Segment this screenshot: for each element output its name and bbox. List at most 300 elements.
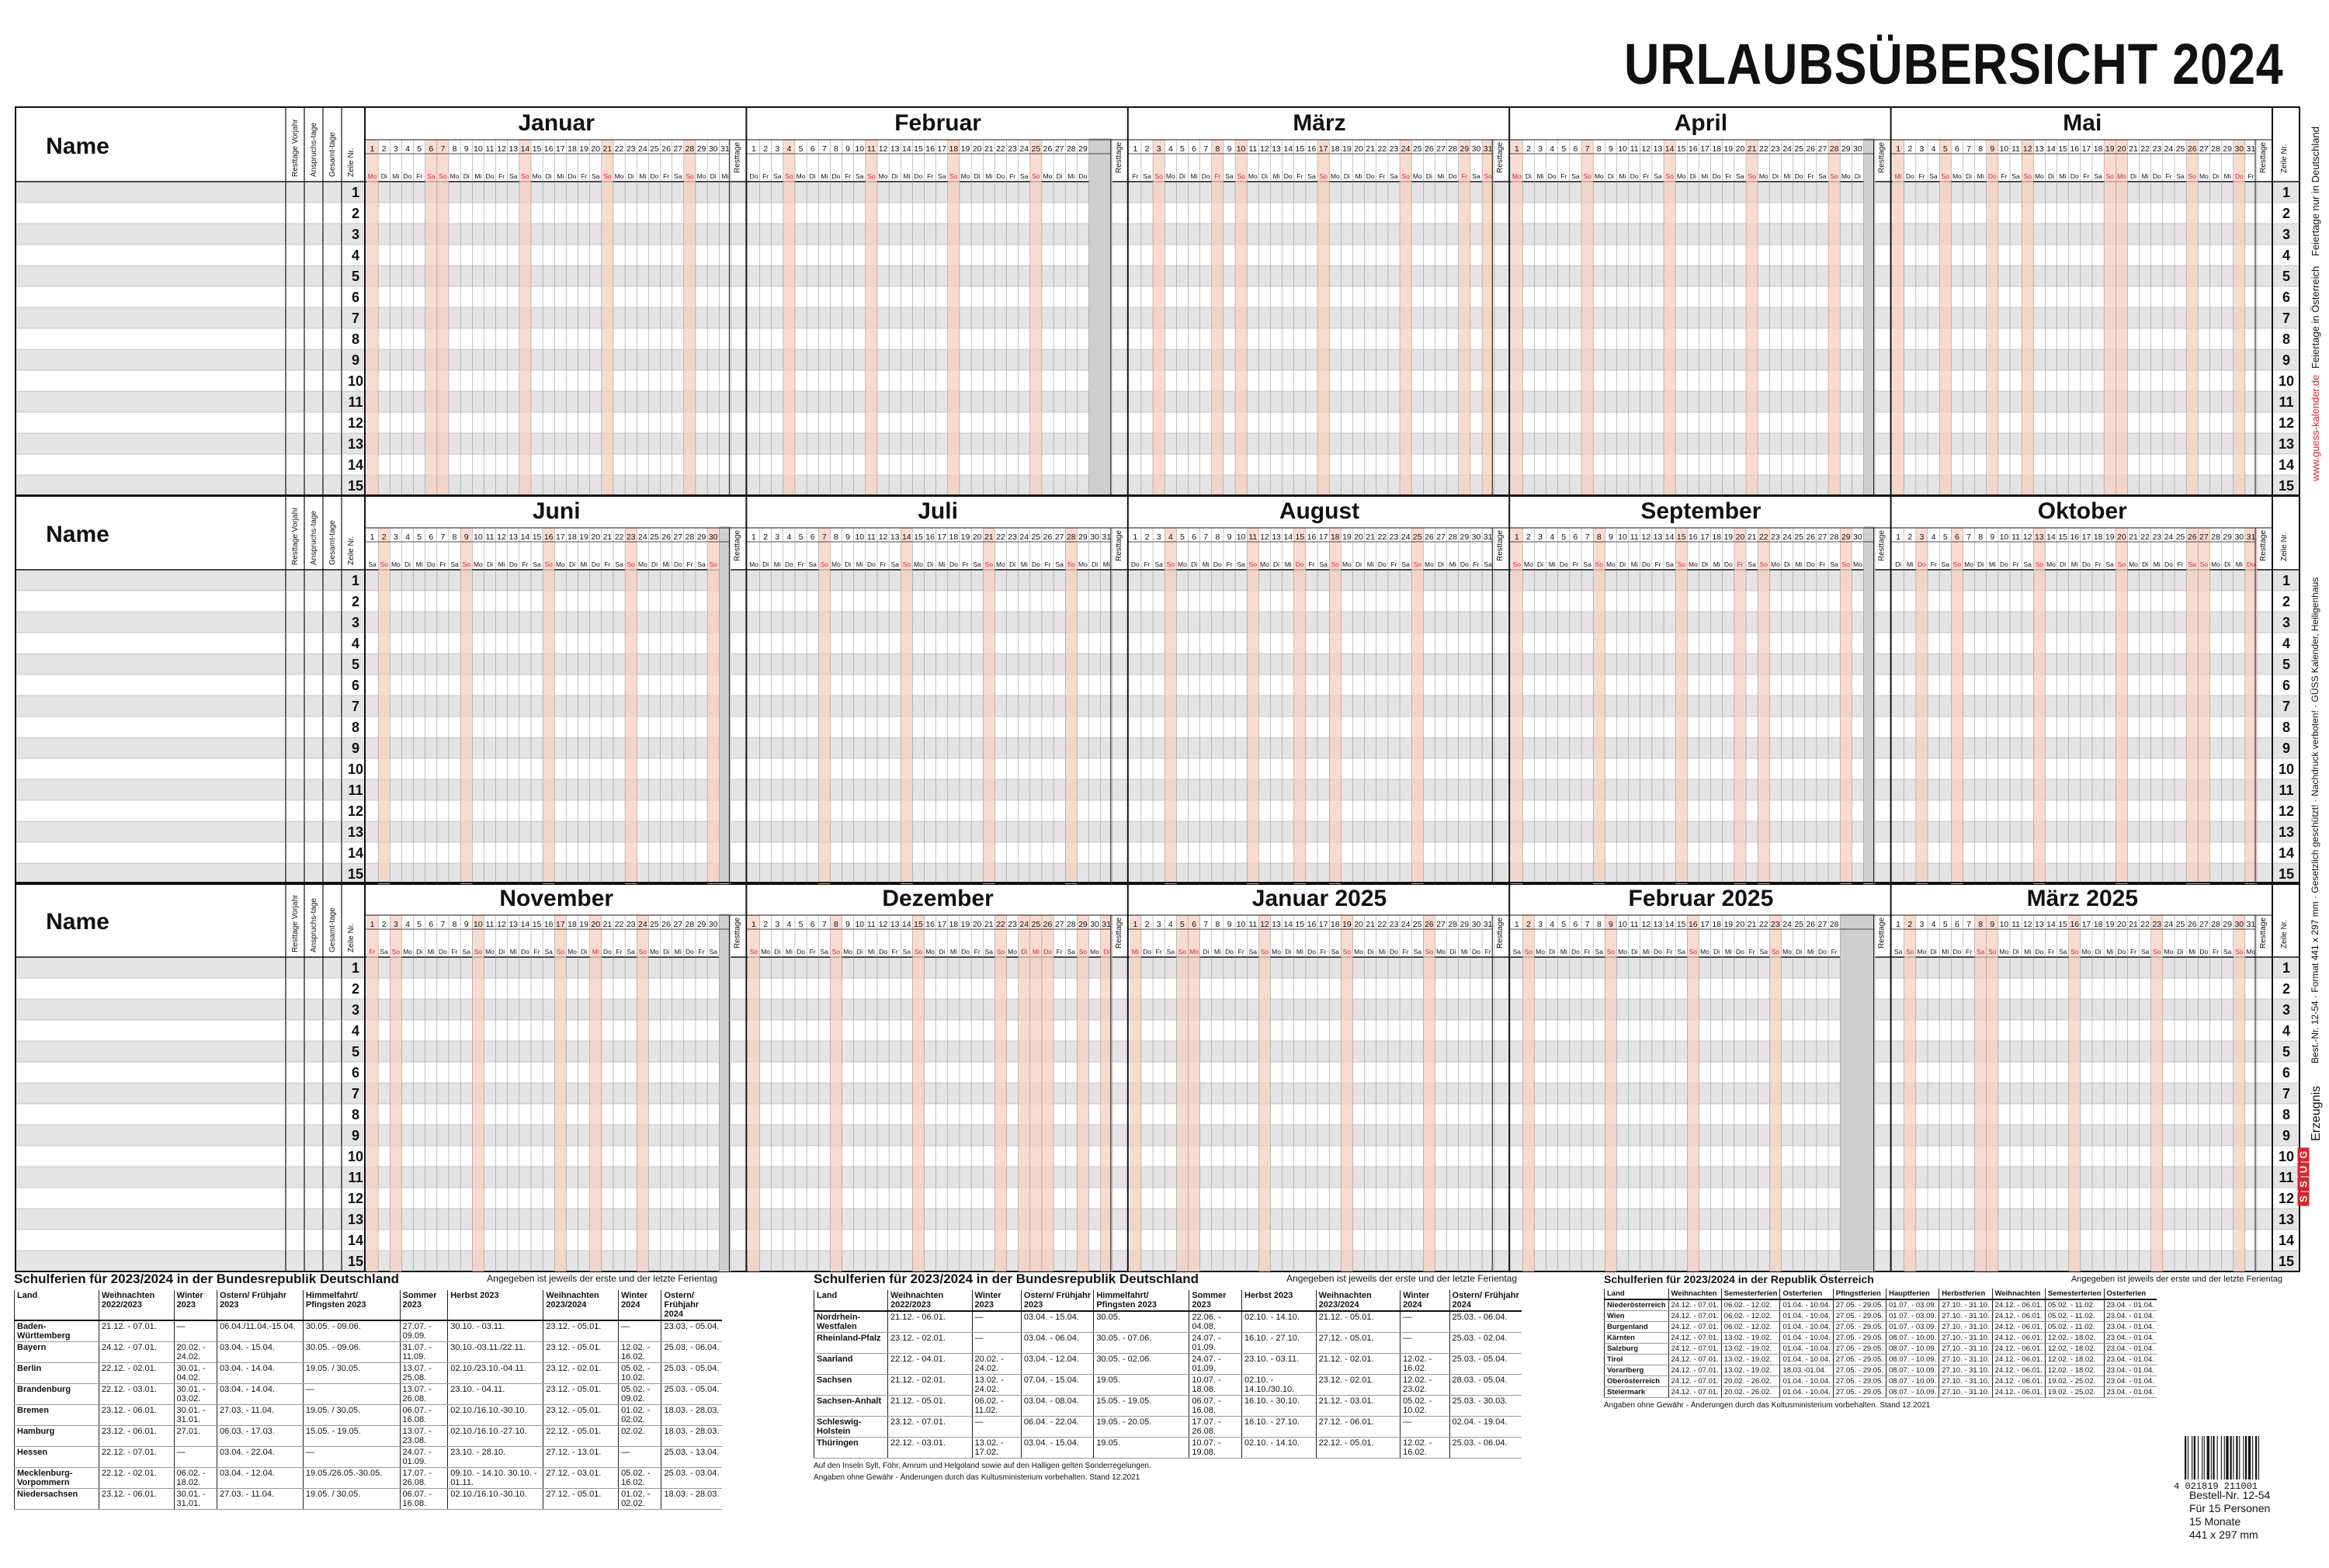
day-number: 12 [1260, 532, 1269, 542]
month-name: September [1640, 498, 1762, 524]
weekday-label: Do [1654, 948, 1662, 956]
day-number: 24 [637, 920, 647, 929]
holiday-dates: 21.12. - 02.01. [1316, 1354, 1401, 1375]
weekday-label: Mo [473, 560, 483, 568]
day-number: 18 [2093, 532, 2103, 542]
column-header: Herbst 2023 [448, 1290, 543, 1320]
day-number: 1 [1514, 920, 1519, 929]
weekday-label: Di [2129, 172, 2137, 180]
weekday-label: Di [1367, 948, 1374, 956]
day-number: 5 [417, 144, 422, 154]
weekday-label: Mi [949, 948, 957, 956]
day-number: 8 [452, 144, 457, 154]
month-name: Februar 2025 [1628, 886, 1774, 911]
month-name: Juli [918, 498, 958, 524]
row-number-right: 5 [2282, 269, 2291, 284]
weekday-label: Mo [2164, 948, 2174, 956]
holidays-table [814, 1290, 1522, 1459]
weekday-label: Sa [1484, 560, 1492, 568]
band-3 [16, 883, 2299, 1271]
weekday-label: Mo [1165, 172, 1175, 180]
day-number: 1 [1133, 532, 1138, 542]
day-number: 8 [1215, 144, 1220, 154]
day-number: 9 [1227, 532, 1232, 542]
holiday-dates: 25.03. - 02.04. [1449, 1333, 1522, 1354]
day-number: 30 [1471, 144, 1481, 154]
weekday-label: Fr [2095, 560, 2102, 568]
holiday-dates: 18.03. - 28.03. [661, 1489, 722, 1510]
weekday-label: Di [545, 172, 552, 180]
holiday-dates: 01.07. - 03.09. [1886, 1322, 1939, 1333]
holiday-dates: — [619, 1320, 661, 1342]
day-number: 7 [1584, 144, 1590, 154]
row-number-right: 6 [2282, 290, 2291, 305]
weekday-label: Mi [1067, 172, 1075, 180]
column-header: Himmelfahrt/ Pfingsten 2023 [303, 1290, 400, 1320]
weekday-label: Di [774, 948, 781, 956]
weekday-label: Fr [891, 948, 898, 956]
day-number: 7 [1966, 920, 1971, 929]
weekday-label: Fr [1044, 560, 1051, 568]
weekday-label: Fr [1966, 948, 1973, 956]
weekday-label: Di [2095, 948, 2102, 956]
day-number: 31 [1483, 920, 1493, 929]
weekday-label: Sa [1390, 172, 1398, 180]
holiday-dates: 01.04. - 10.04. [1780, 1376, 1833, 1387]
weekday-label: So [391, 948, 401, 956]
day-number: 27 [2199, 144, 2209, 154]
day-number: 2 [1144, 144, 1150, 154]
resttage-label: Resttage [2259, 917, 2268, 949]
weekday-label: Sa [773, 172, 782, 180]
weekday-label: Di [1772, 172, 1779, 180]
sunday-column [1828, 140, 1840, 496]
day-number: 4 [405, 920, 410, 929]
weekday-label: Fr [581, 172, 588, 180]
state-name: Schleswig-Holstein [814, 1417, 888, 1438]
holiday-dates: — [1401, 1417, 1449, 1438]
weekday-label: Di [1203, 948, 1210, 956]
unused-days [1840, 914, 1875, 1271]
weekday-label: Sa [902, 948, 911, 956]
day-number: 12 [2022, 144, 2032, 154]
day-number: 31 [1483, 532, 1493, 542]
holiday-dates: 27.05. - 29.05. [1833, 1355, 1886, 1365]
day-number: 29 [2223, 532, 2232, 542]
sunday-column [948, 140, 960, 496]
day-number: 18 [2093, 144, 2103, 154]
weekday-label: Mi [1020, 560, 1028, 568]
state-name: Rheinland-Pfalz [814, 1333, 888, 1354]
holiday-dates: 13.02. - 19.02. [1721, 1365, 1780, 1376]
day-number: 8 [834, 144, 838, 154]
weekday-label: So [1166, 560, 1175, 568]
holiday-dates: 24.07. - 01.09. [400, 1447, 448, 1468]
weekday-label: So [2023, 172, 2032, 180]
weekday-label: Do [1712, 172, 1721, 180]
holiday-dates: 01.07. - 03.09. [1886, 1299, 1939, 1311]
table-title: Schulferien für 2023/2024 in der Bundesrepublik Deutschland [14, 1271, 399, 1286]
holiday-dates: 03.04. - 15.04. [1021, 1311, 1093, 1333]
day-number: 8 [1978, 144, 1984, 154]
weekday-label: Sa [938, 172, 946, 180]
day-number: 1 [370, 532, 375, 542]
weekday-label: Di [1425, 172, 1432, 180]
day-number: 26 [1806, 532, 1816, 542]
day-number: 28 [1829, 144, 1839, 154]
holiday-dates: 27.12. - 05.01. [1316, 1333, 1401, 1354]
day-number: 17 [937, 920, 947, 929]
day-number: 12 [878, 920, 888, 929]
weekday-label: So [1748, 172, 1756, 180]
day-number: 10 [1236, 144, 1246, 154]
weekday-label: Do [2070, 172, 2079, 180]
column-header: Weihnachten [1668, 1289, 1721, 1299]
day-number: 7 [440, 144, 446, 154]
table-row [15, 1363, 723, 1384]
sunday-column [901, 528, 912, 884]
day-number: 2 [763, 920, 769, 929]
day-number: 25 [1794, 532, 1804, 542]
holiday-dates: 27.05. - 29.05. [1833, 1333, 1886, 1344]
sunday-column [1746, 140, 1758, 496]
sunday-column [472, 915, 484, 1271]
day-number: 7 [440, 920, 446, 929]
holiday-dates: 23.10. - 04.11. [448, 1384, 543, 1405]
state-name: Berlin [15, 1363, 99, 1384]
table-row [1605, 1311, 2157, 1322]
day-number: 14 [1664, 920, 1675, 929]
column-header: Winter 2023 [972, 1290, 1021, 1311]
sunday-column [1758, 528, 1769, 884]
day-number: 14 [901, 920, 911, 929]
weekday-label: Fr [2212, 948, 2220, 956]
weekday-label: Do [2199, 948, 2209, 956]
day-number: 15 [1676, 920, 1686, 929]
weekday-label: Sa [709, 948, 717, 956]
holiday-dates: 13.07. - 23.08. [400, 1426, 448, 1447]
barcode-bar [2194, 1436, 2195, 1480]
weekday-label: Mi [1942, 948, 1949, 956]
row-number-right: 5 [2282, 1044, 2291, 1060]
weekday-label: Di [1178, 172, 1185, 180]
state-name: Burgenland [1605, 1322, 1669, 1333]
sunday-column [554, 915, 566, 1271]
weekday-label: Mo [1594, 172, 1604, 180]
holiday-dates: 06.04./11.04.-15.04. [217, 1320, 303, 1342]
day-number: 28 [685, 532, 695, 542]
weekday-label: So [867, 172, 876, 180]
weekday-label: So [462, 560, 470, 568]
sunday-column [1258, 915, 1270, 1271]
barcode-bar [2239, 1436, 2240, 1480]
weekday-label: Mo [1008, 948, 1017, 956]
weekday-label: Fr [1473, 560, 1480, 568]
weekday-label: Mi [1460, 948, 1468, 956]
holiday-dates: 10.07. - 19.08. [1189, 1438, 1242, 1459]
weekday-label: Sa [674, 172, 682, 180]
weekday-label: Mi [1894, 172, 1902, 180]
weekday-label: Di [1607, 172, 1614, 180]
day-number: 5 [1180, 532, 1185, 542]
weekday-label: Mi [2153, 560, 2161, 568]
day-number: 17 [937, 144, 947, 154]
table-header-row [814, 1290, 1522, 1311]
weekday-label: Fr [369, 948, 376, 956]
holiday-dates: 19.05. / 30.05. [303, 1363, 400, 1384]
weekday-label: Fr [2048, 948, 2055, 956]
row-number-right: 13 [2278, 436, 2295, 452]
weekday-label: Fr [1572, 560, 1579, 568]
weekday-label: So [1606, 948, 1616, 956]
weekday-label: Sa [1759, 948, 1768, 956]
holiday-dates: 24.12. - 06.01. [1992, 1299, 2045, 1311]
day-number: 16 [1307, 532, 1317, 542]
weekday-label: Di [1713, 948, 1720, 956]
weekday-label: Sa [1818, 172, 1827, 180]
holiday-dates: 24.12. - 06.01. [1992, 1344, 2045, 1355]
day-number: 13 [508, 144, 519, 154]
row-number: 14 [347, 845, 364, 861]
day-number: 13 [1272, 532, 1281, 542]
row-number-right: 10 [2278, 761, 2295, 777]
weekday-label: Mo [1964, 560, 1973, 568]
sunday-column [1734, 528, 1746, 884]
day-number: 27 [1054, 144, 1064, 154]
day-number: 13 [890, 532, 900, 542]
holiday-dates: 02.10./16.10.-30.10. [448, 1405, 543, 1426]
weekday-label: Mi [1536, 172, 1544, 180]
sunday-column [602, 140, 613, 496]
weekday-label: Mo [650, 948, 659, 956]
day-number: 26 [1425, 532, 1434, 542]
holiday-dates: 23.10. - 28.10. [448, 1447, 543, 1468]
day-number: 7 [1203, 532, 1209, 542]
weekday-label: Mi [509, 948, 517, 956]
weekday-label: Do [1213, 560, 1222, 568]
weekday-label: Fr [1226, 560, 1233, 568]
weekday-label: So [914, 948, 923, 956]
weekday-label: Mi [821, 172, 828, 180]
day-number: 21 [984, 532, 994, 542]
table-note: Angegeben ist jeweils der erste und der letzte Ferientag [487, 1273, 717, 1284]
holiday-dates: 05.02. - 10.02. [1401, 1396, 1449, 1417]
weekday-label: Fr [1918, 172, 1925, 180]
day-number: 21 [984, 144, 994, 154]
weekday-label: Sa [2011, 172, 2020, 180]
weekday-label: So [1906, 948, 1914, 956]
day-number: 10 [1236, 532, 1246, 542]
row-number-right: 10 [2278, 373, 2295, 389]
row-number: 13 [347, 824, 364, 840]
day-number: 28 [1448, 144, 1458, 154]
weekday-label: Fr [1737, 560, 1744, 568]
weekday-label: Mi [903, 172, 911, 180]
weekday-label: Mi [1906, 560, 1914, 568]
weekday-label: Di [1631, 948, 1638, 956]
sunday-column [425, 140, 437, 496]
day-number: 23 [1008, 532, 1017, 542]
weekday-label: Sa [1830, 560, 1838, 568]
row-number: 14 [347, 1233, 364, 1248]
day-number: 6 [1954, 920, 1959, 929]
row-number: 1 [351, 960, 360, 976]
weekday-label: So [1260, 948, 1269, 956]
weekday-label: Do [591, 560, 600, 568]
weekday-label: So [1583, 172, 1591, 180]
day-number: 22 [2140, 920, 2150, 929]
weekday-label: Sa [2105, 560, 2114, 568]
resttage-label: Resttage [1877, 917, 1886, 949]
day-number: 14 [2046, 532, 2056, 542]
weekday-label: Di [486, 560, 494, 568]
weekday-label: Sa [1748, 560, 1756, 568]
weekday-label: Fr [1831, 948, 1838, 956]
order-persons: Für 15 Personen [2189, 1502, 2271, 1514]
imprint-text: Best.-Nr. 12-54 · Format 441 x 297 mm · Gesetzlich geschützt! · Nachdruck verboten! · GÜSS Kalender, Heiligenhaus [2310, 577, 2320, 1063]
day-number: 27 [1817, 144, 1827, 154]
holiday-dates: 09.10. - 14.10. 30.10. - 01.11. [448, 1468, 543, 1489]
table-footnote-1: Auf den Inseln Sylt, Föhr, Amrum und Helgoland sowie auf den Halligen gelten Sonderregelungen. [814, 1462, 1151, 1470]
day-number: 24 [1019, 532, 1029, 542]
holiday-dates: 03.04. - 12.04. [217, 1468, 303, 1489]
sunday-column [366, 915, 378, 1271]
holiday-dates: 12.02. - 16.02. [1401, 1438, 1449, 1459]
day-number: 27 [1054, 920, 1064, 929]
holiday-dates: 03.04. - 14.04. [217, 1363, 303, 1384]
holiday-dates: 06.02. - 12.02. [1721, 1322, 1780, 1333]
table-title: Schulferien für 2023/2024 in der Republik Österreich [1604, 1273, 1874, 1285]
day-number: 13 [1272, 920, 1281, 929]
holiday-dates: 13.02. - 19.02. [1721, 1344, 1780, 1355]
row-number-right: 15 [2278, 478, 2295, 494]
day-number: 30 [1471, 920, 1481, 929]
day-number: 5 [1561, 920, 1567, 929]
day-number: 15 [1295, 920, 1305, 929]
weekday-label: Sa [1595, 948, 1603, 956]
weekday-label: So [1413, 560, 1421, 568]
weekday-label: Do [1295, 560, 1304, 568]
day-number: 7 [1966, 144, 1971, 154]
day-number: 16 [925, 920, 935, 929]
day-number: 16 [2070, 532, 2080, 542]
weekday-label: Di [2060, 560, 2067, 568]
column-header: Gesamt-tage [328, 132, 337, 177]
holiday-dates: 25.03. - 06.04. [661, 1342, 722, 1363]
weekday-label: So [749, 948, 758, 956]
weekday-label: Do [1630, 172, 1639, 180]
weekday-label: Sa [1413, 948, 1421, 956]
name-header: Name [46, 909, 109, 935]
holiday-dates: 23.12. - 05.01. [543, 1384, 619, 1405]
holiday-dates: 27.12. - 13.01. [543, 1447, 619, 1468]
holiday-dates: 06.02. - 12.02. [1721, 1299, 1780, 1311]
day-number: 3 [775, 920, 780, 929]
day-number: 15 [1676, 144, 1686, 154]
weekday-label: Do [403, 172, 412, 180]
sunday-column [1030, 140, 1042, 496]
holiday-dates: 20.02. - 24.02. [972, 1354, 1021, 1375]
weekday-label: So [1988, 948, 1997, 956]
weekday-label: Mi [773, 560, 781, 568]
table-row [15, 1426, 723, 1447]
table-row [15, 1489, 723, 1510]
holiday-dates: 02.10./16.10.-27.10. [448, 1426, 543, 1447]
column-header: Zeile Nr. [2280, 919, 2289, 949]
row-number-right: 5 [2282, 657, 2291, 672]
row-number: 5 [351, 1044, 360, 1060]
holiday-dates: 25.03. - 06.04. [1449, 1438, 1522, 1459]
holiday-dates: 27.03. - 11.04. [217, 1489, 303, 1510]
day-number: 11 [866, 144, 876, 154]
holiday-dates: 05.02. - 16.02. [619, 1468, 661, 1489]
weekday-label: Mi [557, 172, 564, 180]
weekday-label: Di [1092, 560, 1099, 568]
day-number: 10 [1999, 920, 2009, 929]
barcode-bar [2185, 1436, 2186, 1480]
holiday-dates: 21.12. - 03.01. [1316, 1396, 1401, 1417]
barcode-bar [2213, 1436, 2214, 1480]
weekday-label: Fr [962, 560, 969, 568]
weekday-label: Mi [415, 560, 423, 568]
row-number-right: 7 [2282, 1086, 2291, 1101]
table-row [1605, 1376, 2157, 1387]
holiday-dates: 12.02. - 18.02. [2045, 1333, 2104, 1344]
day-number: 15 [914, 920, 923, 929]
day-number: 18 [2093, 920, 2103, 929]
day-number: 10 [1618, 532, 1627, 542]
row-number: 7 [351, 310, 360, 326]
day-number: 7 [1966, 532, 1971, 542]
holiday-dates: 01.04. - 10.04. [1780, 1322, 1833, 1333]
weekday-label: Di [1438, 560, 1445, 568]
day-number: 26 [2187, 532, 2197, 542]
weekday-label: Mi [674, 948, 682, 956]
row-number: 14 [347, 457, 364, 473]
holiday-dates: 27.12. - 05.01. [543, 1489, 619, 1510]
school-holidays-germany-table-1 [14, 1271, 722, 1510]
barcode-bar [2258, 1436, 2259, 1480]
weekday-label: Mi [1296, 948, 1303, 956]
sunday-column [1893, 140, 1904, 496]
day-number: 22 [614, 532, 624, 542]
column-header: Zeile Nr. [347, 536, 356, 565]
day-number: 30 [1471, 532, 1481, 542]
state-name: Salzburg [1605, 1344, 1669, 1355]
weekday-label: Mi [1988, 560, 1996, 568]
table-row [15, 1342, 723, 1363]
weekday-label: Mi [1642, 948, 1650, 956]
day-number: 2 [1907, 144, 1913, 154]
day-number: 18 [1330, 920, 1340, 929]
holiday-dates: 18.03. - 28.03. [661, 1426, 722, 1447]
day-number: 7 [1203, 144, 1209, 154]
day-number: 11 [1248, 920, 1258, 929]
resttage-label: Resttage [1496, 917, 1505, 949]
weekday-label: Mi [785, 948, 793, 956]
holiday-dates: 17.07. - 26.08. [1189, 1417, 1242, 1438]
table-header-row [15, 1290, 723, 1320]
weekday-label: Fr [1807, 172, 1814, 180]
day-number: 3 [1919, 144, 1925, 154]
day-number: 2 [1907, 920, 1913, 929]
day-number: 28 [2211, 144, 2220, 154]
row-number-right: 13 [2278, 824, 2295, 840]
day-number: 20 [591, 144, 601, 154]
weekday-label: Di [651, 560, 658, 568]
table-row [1605, 1355, 2157, 1365]
day-number: 6 [810, 920, 815, 929]
